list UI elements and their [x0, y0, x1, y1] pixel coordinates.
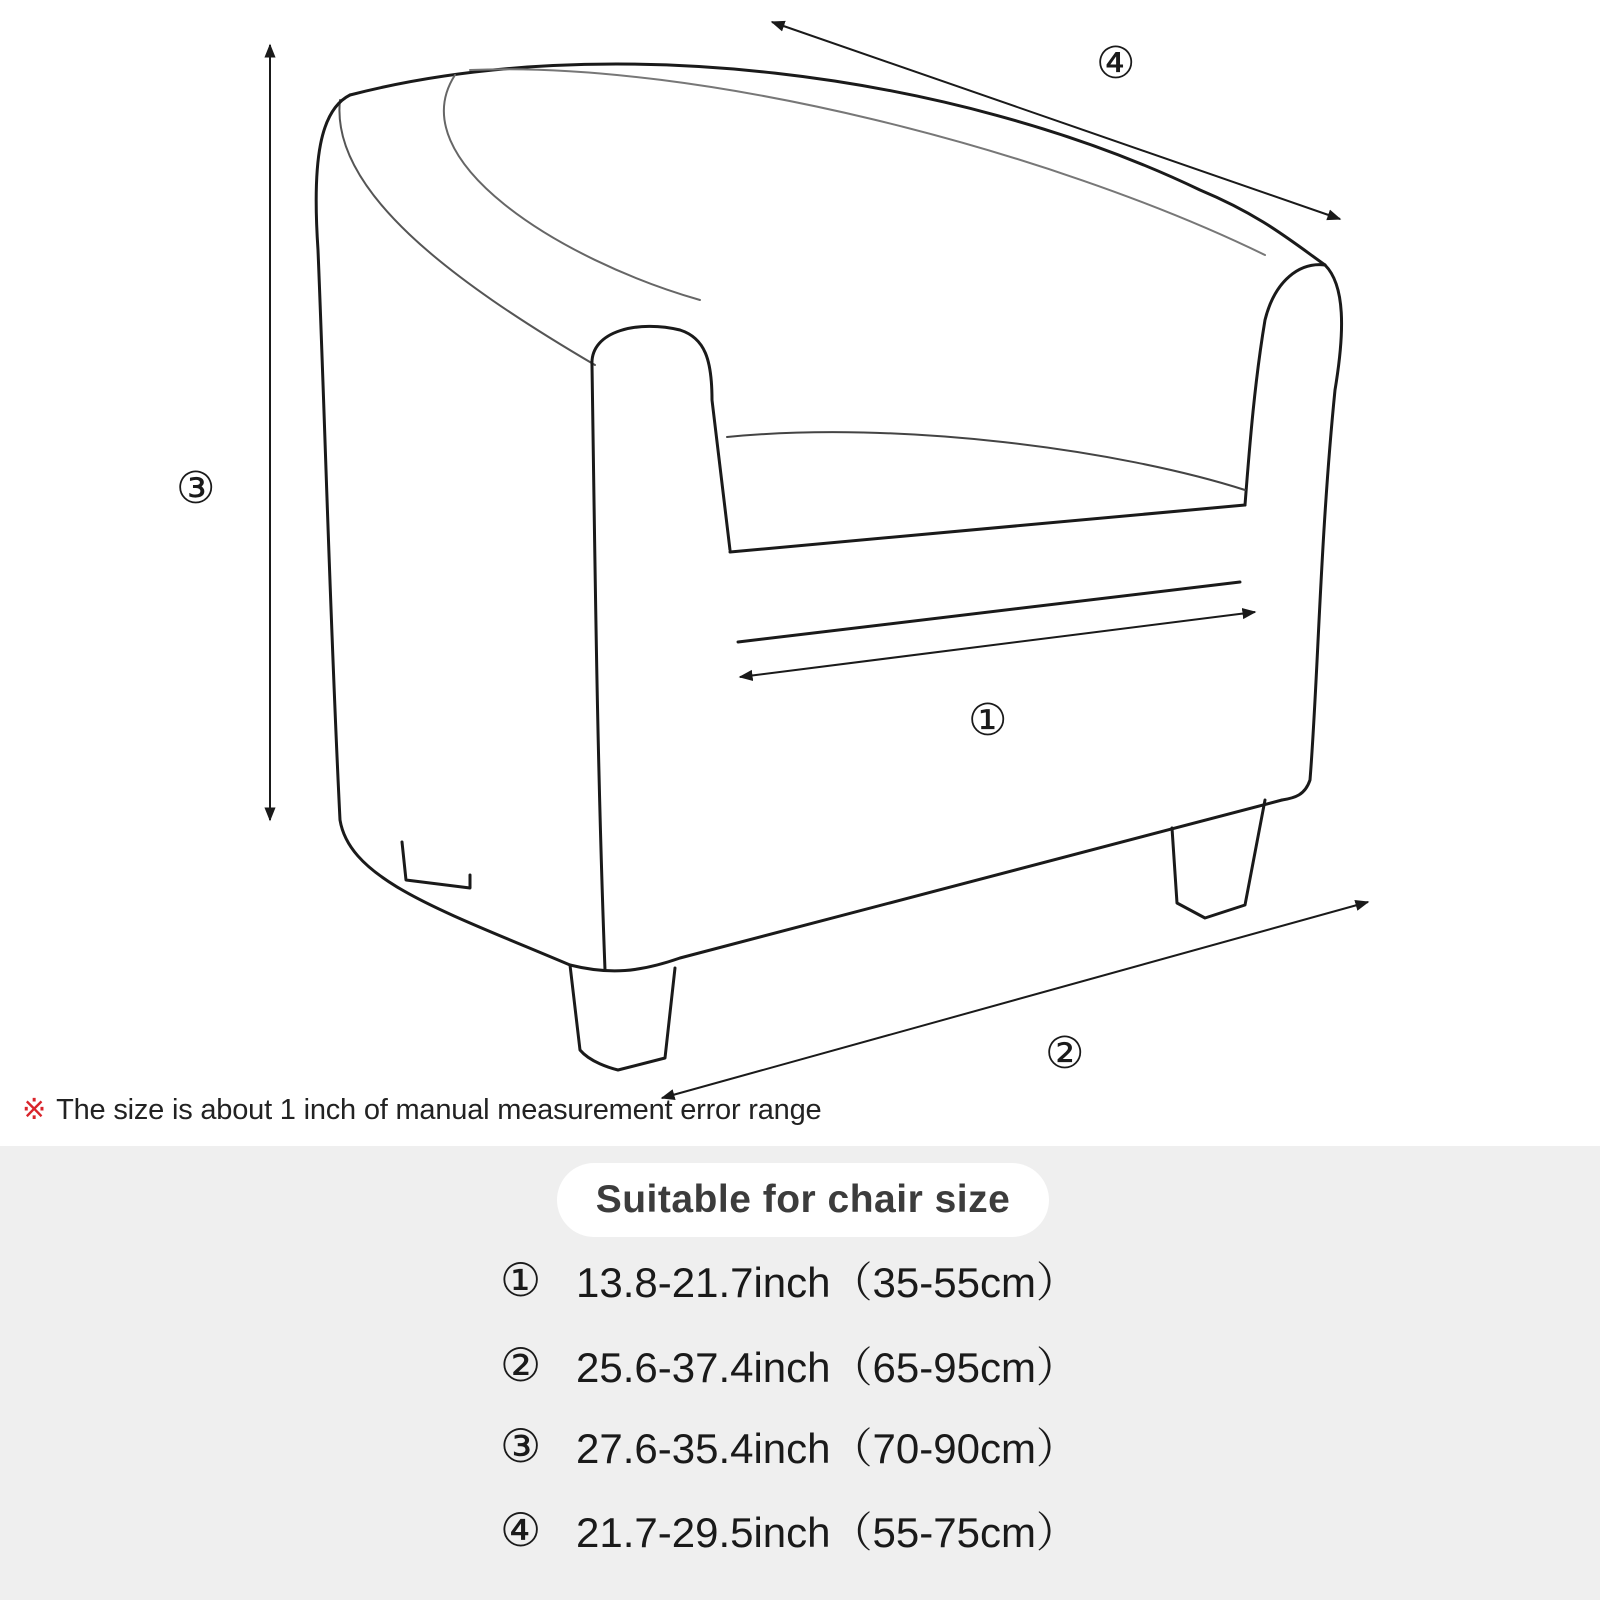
dimension-arrow-2 [662, 902, 1368, 1098]
marker-2: ② [1045, 1028, 1085, 1079]
marker-3: ③ [176, 463, 216, 514]
size-row-number: ① [500, 1253, 542, 1307]
size-row-4 [500, 1500, 1078, 1560]
size-row-value: 25.6-37.4inch（65-95cm） [576, 1344, 1078, 1391]
size-row-1 [500, 1250, 1078, 1310]
size-row-number: ② [500, 1338, 542, 1392]
note-text: The size is about 1 inch of manual measurement error range [56, 1094, 822, 1126]
size-row-value: 13.8-21.7inch（35-55cm） [576, 1259, 1078, 1306]
tub-chair-outline [316, 64, 1341, 1070]
size-row-number: ④ [500, 1503, 542, 1557]
size-row-3 [500, 1416, 1078, 1476]
marker-4: ④ [1096, 38, 1136, 89]
size-row-value: 27.6-35.4inch（70-90cm） [576, 1425, 1078, 1472]
dimension-arrow-1 [740, 612, 1255, 677]
marker-1: ① [968, 695, 1008, 746]
size-panel-title: Suitable for chair size [557, 1163, 1049, 1237]
size-row-number: ③ [500, 1419, 542, 1473]
size-row-value: 21.7-29.5inch（55-75cm） [576, 1509, 1078, 1556]
measurement-error-note [22, 1092, 821, 1127]
dimension-arrow-4 [772, 22, 1340, 219]
size-row-2 [500, 1335, 1078, 1395]
reference-mark-icon: ※ [22, 1094, 47, 1126]
